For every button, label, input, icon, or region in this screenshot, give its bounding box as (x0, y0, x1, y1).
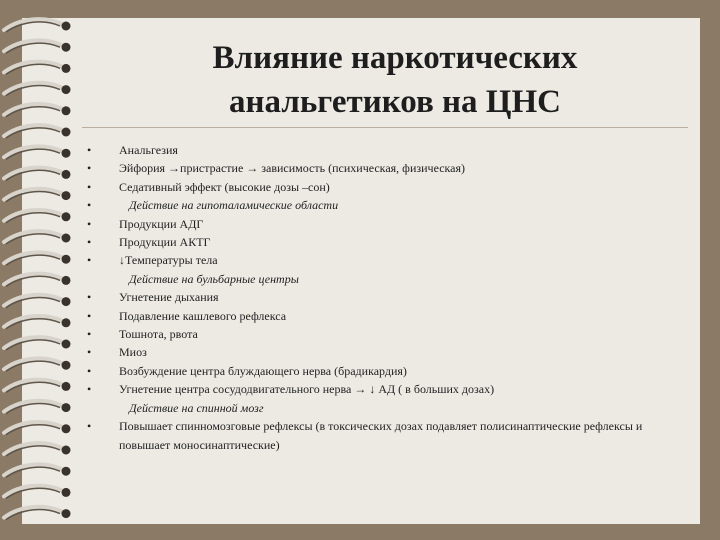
bullet: • (87, 161, 92, 176)
bullet: • (87, 382, 92, 397)
list-item-text: Миоз (119, 345, 147, 360)
title-line-1: Влияние наркотических (212, 40, 578, 76)
bullet: • (87, 327, 92, 342)
bullet: • (87, 290, 92, 305)
section-heading: Действие на бульбарные центры (129, 271, 299, 286)
bullet: • (87, 253, 92, 268)
bullet: • (87, 419, 92, 434)
list-item (86, 178, 686, 196)
list-item-text: ↓Температуры тела (119, 253, 218, 268)
list-item (86, 288, 686, 306)
bullet: • (87, 179, 92, 194)
bullet: • (87, 235, 92, 250)
list-item (86, 215, 686, 233)
bullet: • (87, 308, 92, 323)
list-item-text: Тошнота, рвота (119, 327, 198, 342)
list-item (86, 362, 686, 380)
bullet: • (87, 345, 92, 360)
bullet: • (87, 198, 92, 213)
slide-title (160, 36, 630, 124)
section-heading: Действие на спинной мозг (129, 400, 264, 415)
title-line-2: анальгетиков на ЦНС (229, 84, 561, 120)
list-item-text: Подавление кашлевого рефлекса (119, 308, 287, 323)
list-item-text: Угнетение центра сосудодвигательного нерва → ↓ АД ( в больших дозах) (119, 382, 495, 397)
list-item (86, 307, 686, 325)
list-item-text: Седативный эффект (высокие дозы –сон) (119, 179, 330, 194)
list-item (86, 343, 686, 361)
list-item (86, 325, 686, 343)
list-item (86, 399, 686, 417)
section-heading: Действие на гипоталамические области (129, 198, 339, 213)
list-item-text: Продукции АКТГ (119, 235, 211, 250)
list-item (86, 380, 686, 398)
list-item-text: Эйфория →пристрастие → зависимость (психическая, физическая) (119, 161, 466, 176)
list-item (86, 270, 686, 288)
title-divider (82, 127, 688, 128)
list-item-text: Анальгезия (119, 143, 178, 157)
list-item-text: Повышает спинномозговые рефлексы (в токсических дозах подавляет полисинаптические рефлексы и повышает моносинаптические) (119, 419, 643, 452)
list-item (86, 417, 686, 454)
list-item-text: Продукции АДГ (119, 216, 204, 231)
bullet-list (86, 141, 686, 454)
list-item-text: Возбуждение центра блуждающего нерва (брадикардия) (119, 363, 407, 378)
bullet: • (87, 143, 92, 157)
list-item (86, 196, 686, 214)
list-item (86, 233, 686, 251)
bullet: • (87, 216, 92, 231)
list-item-text: Угнетение дыхания (119, 290, 219, 305)
bullet: • (87, 363, 92, 378)
spiral-binding-icon (0, 14, 80, 530)
list-item (86, 251, 686, 269)
list-item (86, 159, 686, 177)
list-item (86, 141, 686, 159)
